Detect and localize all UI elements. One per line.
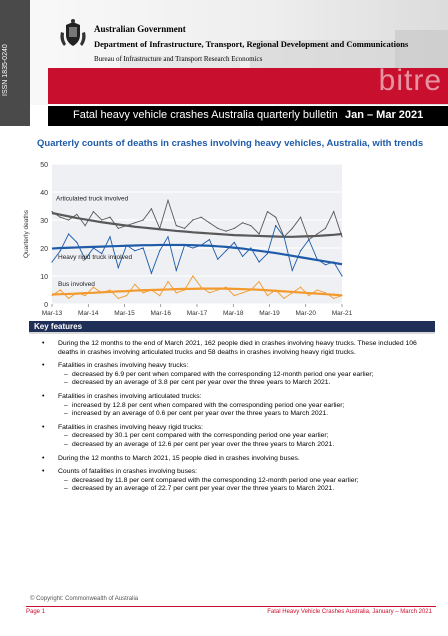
data-point — [76, 292, 77, 293]
data-point — [134, 222, 135, 223]
data-point — [51, 261, 52, 262]
data-point — [143, 219, 144, 220]
copyright-notice: © Copyright: Commonwealth of Australia — [30, 596, 139, 602]
data-point — [217, 259, 218, 260]
data-point — [225, 250, 226, 251]
issn-strip — [0, 0, 30, 126]
coat-of-arms-icon — [58, 18, 88, 50]
key-feature-subitem: – decreased by 30.1 per cent compared with the corresponding period one year earlier; — [58, 432, 436, 441]
data-point — [317, 259, 318, 260]
chart-title: Quarterly counts of deaths in crashes involving heavy vehicles, Australia, with trends — [37, 138, 424, 149]
key-feature-text: During the 12 months to the end of March 2021, 162 people died in crashes involving heavy trucks. These included 106 deaths in crashes involving articulated trucks and 58 deaths in crashes involving heavy rigid trucks. — [58, 340, 417, 356]
data-point — [217, 228, 218, 229]
data-point — [283, 298, 284, 299]
data-point — [292, 228, 293, 229]
data-point — [101, 219, 102, 220]
y-tick-label: 50 — [40, 162, 48, 169]
bureau-name: Bureau of Infrastructure and Transport Research Economics — [94, 55, 263, 63]
bulletin-title: Fatal heavy vehicle crashes Australia quarterly bulletin — [73, 109, 338, 121]
data-point — [300, 217, 301, 218]
key-feature-item — [36, 424, 436, 450]
data-point — [176, 270, 177, 271]
x-tick-label: Mar-18 — [222, 310, 244, 317]
data-point — [60, 250, 61, 251]
header-banner — [0, 0, 448, 105]
data-point — [126, 245, 127, 246]
data-point — [159, 228, 160, 229]
data-point — [68, 298, 69, 299]
data-point — [242, 292, 243, 293]
x-tick-label: Mar-19 — [259, 310, 280, 317]
data-point — [167, 200, 168, 201]
data-point — [176, 225, 177, 226]
key-feature-subitem: – decreased by 6.9 per cent when compared with the corresponding 12-month period one year earlier; — [58, 371, 436, 380]
data-point — [68, 219, 69, 220]
data-point — [259, 233, 260, 234]
data-point — [93, 247, 94, 248]
data-point — [85, 295, 86, 296]
data-point — [225, 231, 226, 232]
data-point — [93, 211, 94, 212]
data-point — [109, 289, 110, 290]
key-feature-sublist — [58, 477, 436, 494]
plot-area — [52, 164, 342, 304]
data-point — [143, 247, 144, 248]
data-point — [151, 289, 152, 290]
key-feature-item — [36, 468, 436, 494]
key-feature-text: During the 12 months to March 2021, 15 people died in crashes involving buses. — [58, 454, 300, 462]
x-tick-label: Mar-21 — [331, 310, 353, 317]
key-features-header — [29, 321, 435, 332]
data-point — [118, 228, 119, 229]
data-point — [134, 250, 135, 251]
data-point — [134, 284, 135, 285]
key-feature-subitem: – decreased by an average of 12.6 per cent per year over the three years to March 2021. — [58, 441, 436, 450]
key-feature-item — [36, 362, 436, 388]
y-tick-label: 20 — [40, 246, 48, 253]
key-feature-text: Counts of fatalities in crashes involving buses: — [58, 468, 198, 476]
series-label: Articulated truck involved — [56, 195, 129, 203]
data-point — [283, 236, 284, 237]
data-point — [259, 281, 260, 282]
department-name: Department of Infrastructure, Transport, Regional Development and Communications — [94, 39, 409, 49]
data-point — [333, 211, 334, 212]
data-point — [242, 256, 243, 257]
key-feature-subitem: – increased by an average of 0.6 per cent per year over the three years to March 2021. — [58, 410, 436, 419]
data-point — [109, 236, 110, 237]
data-point — [341, 275, 342, 276]
bulletin-period: Jan – Mar 2021 — [345, 109, 424, 121]
key-feature-sublist — [58, 402, 436, 419]
data-point — [267, 253, 268, 254]
government-name: Australian Government — [94, 24, 186, 34]
y-tick-label: 30 — [40, 218, 48, 225]
data-point — [209, 292, 210, 293]
key-features-heading: Key features — [34, 322, 83, 331]
data-point — [234, 242, 235, 243]
data-point — [192, 247, 193, 248]
key-feature-subitem: – increased by 12.8 per cent when compared with the corresponding period one year earlier; — [58, 402, 436, 411]
data-point — [76, 242, 77, 243]
y-axis-label: Quarterly deaths — [23, 209, 30, 259]
data-point — [126, 295, 127, 296]
key-feature-item — [36, 455, 436, 464]
data-point — [267, 295, 268, 296]
data-point — [317, 233, 318, 234]
data-point — [292, 292, 293, 293]
data-point — [259, 261, 260, 262]
line-chart — [14, 156, 353, 317]
data-point — [201, 287, 202, 288]
data-point — [250, 247, 251, 248]
data-point — [176, 292, 177, 293]
data-point — [184, 228, 185, 229]
data-point — [184, 289, 185, 290]
key-feature-subitem: – decreased by 11.8 per cent compared with the corresponding 12-month period one year earlier; — [58, 477, 436, 486]
y-tick-label: 40 — [40, 190, 48, 197]
data-point — [234, 228, 235, 229]
data-point — [60, 289, 61, 290]
data-point — [167, 236, 168, 237]
data-point — [159, 295, 160, 296]
data-point — [333, 261, 334, 262]
issn-number: ISSN 1835-0240 — [2, 44, 9, 96]
data-point — [76, 214, 77, 215]
key-feature-item — [36, 393, 436, 419]
data-point — [167, 281, 168, 282]
data-point — [308, 239, 309, 240]
data-point — [85, 225, 86, 226]
x-tick-label: Mar-17 — [186, 310, 208, 317]
data-point — [60, 217, 61, 218]
series-label: Heavy rigid truck involved — [58, 254, 133, 262]
data-point — [201, 217, 202, 218]
data-point — [292, 270, 293, 271]
x-tick-label: Mar-14 — [77, 310, 99, 317]
data-point — [126, 225, 127, 226]
y-tick-label: 0 — [44, 302, 48, 309]
data-point — [118, 267, 119, 268]
data-point — [201, 245, 202, 246]
data-point — [209, 222, 210, 223]
key-feature-subitem: – decreased by an average of 22.7 per cent per year over the three years to March 2021. — [58, 485, 436, 494]
x-tick-label: Mar-15 — [114, 310, 135, 317]
data-point — [51, 211, 52, 212]
data-point — [184, 245, 185, 246]
data-point — [325, 264, 326, 265]
data-point — [118, 298, 119, 299]
data-point — [333, 298, 334, 299]
key-feature-subitem: – decreased by an average of 3.8 per cent per year over the three years to March 2021. — [58, 379, 436, 388]
series-label: Bus involved — [58, 280, 95, 288]
data-point — [225, 287, 226, 288]
data-point — [143, 292, 144, 293]
bitre-logo: bitre — [378, 64, 442, 97]
key-feature-text: Fatalities in crashes involving heavy trucks: — [58, 362, 189, 370]
footer-divider — [26, 606, 436, 607]
data-point — [300, 250, 301, 251]
data-point — [209, 239, 210, 240]
data-point — [242, 222, 243, 223]
data-point — [275, 289, 276, 290]
key-feature-text: Fatalities in crashes involving heavy rigid trucks: — [58, 423, 204, 431]
data-point — [159, 250, 160, 251]
x-tick-label: Mar-16 — [150, 310, 172, 317]
data-point — [192, 275, 193, 276]
data-point — [250, 289, 251, 290]
data-point — [101, 292, 102, 293]
data-point — [341, 295, 342, 296]
data-point — [267, 211, 268, 212]
data-point — [325, 292, 326, 293]
data-point — [250, 225, 251, 226]
data-point — [151, 273, 152, 274]
x-tick-label: Mar-20 — [295, 310, 317, 317]
data-point — [51, 295, 52, 296]
key-features-divider — [29, 332, 435, 334]
data-point — [275, 217, 276, 218]
key-feature-sublist — [58, 432, 436, 449]
footer-title: Fatal Heavy Vehicle Crashes Australia, January – March 2021 — [267, 609, 432, 615]
data-point — [308, 295, 309, 296]
data-point — [300, 287, 301, 288]
data-point — [325, 228, 326, 229]
key-feature-item — [36, 340, 436, 357]
key-feature-text: Fatalities in crashes involving articulated trucks: — [58, 392, 202, 400]
page-number: Page 1 — [26, 609, 46, 615]
data-point — [68, 233, 69, 234]
key-features-list — [36, 340, 436, 499]
data-point — [192, 219, 193, 220]
data-point — [234, 295, 235, 296]
x-tick-label: Mar-13 — [41, 310, 63, 317]
data-point — [109, 217, 110, 218]
key-feature-sublist — [58, 371, 436, 388]
data-point — [317, 289, 318, 290]
data-point — [275, 225, 276, 226]
data-point — [341, 236, 342, 237]
data-point — [151, 208, 152, 209]
y-tick-label: 10 — [40, 274, 48, 281]
data-point — [217, 289, 218, 290]
